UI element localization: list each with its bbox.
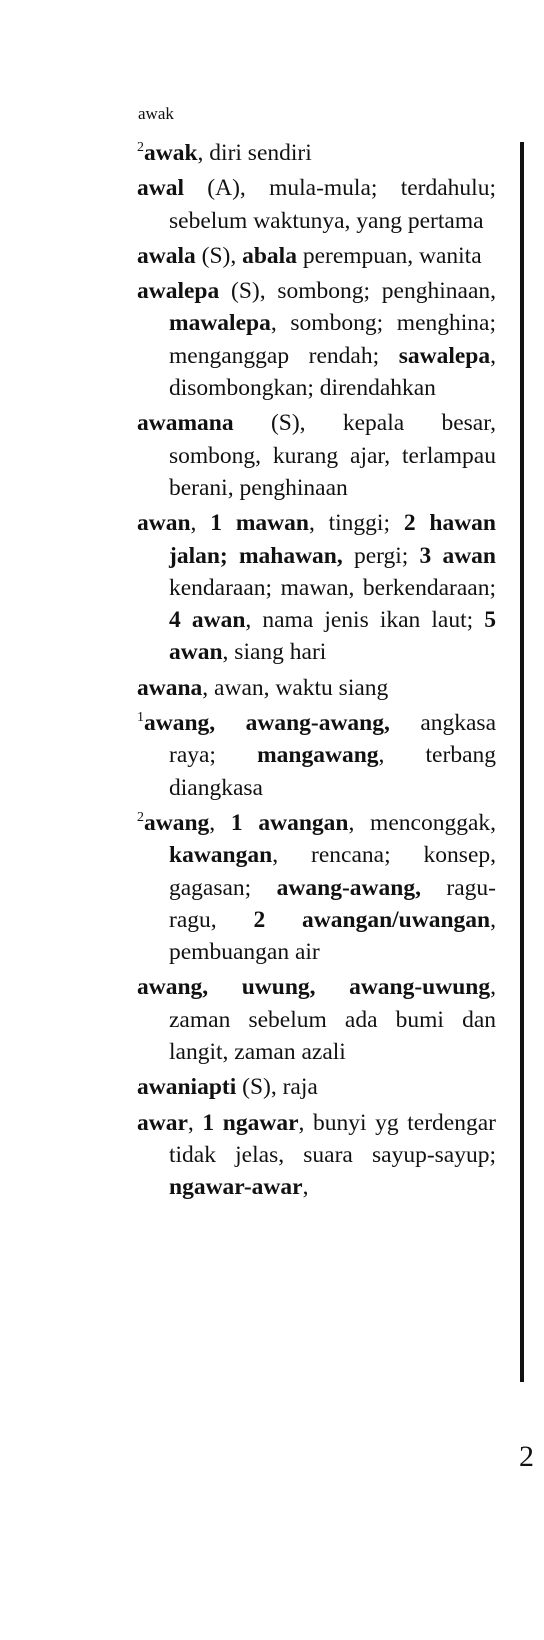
definition-text: ragu-ragu, [169, 874, 496, 933]
dictionary-column [137, 137, 496, 1207]
headword: awaniapti [137, 1074, 237, 1101]
definition-text: , pembuangan air [169, 906, 496, 966]
headword: 2 awangan/uwangan [253, 906, 491, 933]
definition-text: , nama jenis ikan laut; [245, 607, 485, 634]
headword: awak [144, 140, 198, 166]
headword: awal [137, 175, 184, 202]
definition-text: , awan, waktu siang [202, 674, 389, 701]
definition-text: , disombongkan; direndahkan [169, 342, 496, 402]
headword: mawalepa [169, 310, 271, 337]
definition-text: , [302, 1174, 309, 1201]
headword: awala [137, 242, 196, 269]
definition-text: , [209, 809, 231, 836]
dictionary-entry [137, 172, 496, 237]
headword: 1 ngawar [202, 1109, 299, 1136]
dictionary-entry [137, 1071, 496, 1103]
headword: 1 awangan [230, 809, 349, 836]
headword: awan [137, 510, 191, 537]
dictionary-entry [137, 275, 496, 404]
definition-text: (S), kepala besar, sombong, kurang ajar, terlampau berani, penghinaan [169, 410, 496, 501]
definition-text: , rencana; konsep, gagasan; [169, 842, 496, 901]
definition-text: , [190, 510, 211, 537]
headword: awang-awang, [276, 874, 421, 901]
dictionary-entry [137, 507, 496, 668]
headword: 2 hawan jalan; mahawan, [169, 510, 496, 569]
page-number: 2 [519, 1440, 534, 1473]
definition-text: , sombong; menghina; menganggap rendah; [169, 310, 496, 369]
headword: awana [137, 674, 203, 701]
definition-text: perempuan, wanita [296, 242, 482, 269]
homograph-number: 2 [137, 809, 144, 825]
dictionary-entry [137, 407, 496, 504]
dictionary-entry [137, 137, 496, 169]
dictionary-entry [137, 807, 496, 968]
definition-text: pergi; [342, 542, 420, 569]
headword: 4 awan [169, 607, 246, 634]
dictionary-entry [137, 672, 496, 704]
headword: kawangan [169, 842, 273, 869]
dictionary-entry [137, 971, 496, 1068]
headword: sawalepa [398, 342, 491, 369]
definition-text: angkasa raya; [169, 710, 497, 769]
definition-text: , [187, 1109, 203, 1136]
homograph-number: 2 [137, 140, 144, 155]
headword: 5 awan [169, 607, 496, 666]
headword: ngawar-awar [169, 1174, 303, 1201]
headword: mangawang [257, 742, 379, 769]
headword: awang, uwung, awang-uwung [137, 974, 491, 1001]
column-rule [520, 142, 524, 1382]
dictionary-entry [137, 240, 496, 272]
definition-text: , zaman sebelum ada bumi dan langit, zaman azali [169, 974, 496, 1066]
definition-text: , bunyi yg terdengar tidak jelas, suara sayup-sayup; [169, 1109, 496, 1168]
definition-text: , diri sendiri [197, 140, 312, 166]
definition-text: kendaraan; mawan, berkendaraan; [169, 574, 496, 601]
definition-text: , siang hari [222, 639, 327, 666]
definition-text: , terbang diangkasa [169, 742, 496, 801]
dictionary-entry [137, 1107, 496, 1204]
headword: 3 awan [419, 542, 496, 569]
dictionary-entry [137, 707, 496, 804]
definition-text: , tinggi; [308, 510, 404, 537]
definition-text: (S), sombong; penghinaan, [219, 278, 496, 305]
definition-text: , menconggak, [348, 809, 496, 836]
headword: abala [242, 242, 297, 269]
headword: awamana [137, 410, 234, 437]
definition-text: (S), raja [236, 1074, 318, 1101]
running-head: awak [138, 104, 174, 123]
homograph-number: 1 [137, 710, 144, 726]
definition-text: (S), [195, 242, 243, 269]
definition-text: (A), mula-mula; terdahulu; sebelum waktunya, yang pertama [169, 175, 496, 234]
headword: 1 mawan [210, 510, 309, 537]
headword: awalepa [137, 278, 220, 305]
headword: awang [144, 809, 210, 836]
headword: awang, awang-awang, [144, 710, 390, 737]
headword: awar [137, 1109, 188, 1136]
